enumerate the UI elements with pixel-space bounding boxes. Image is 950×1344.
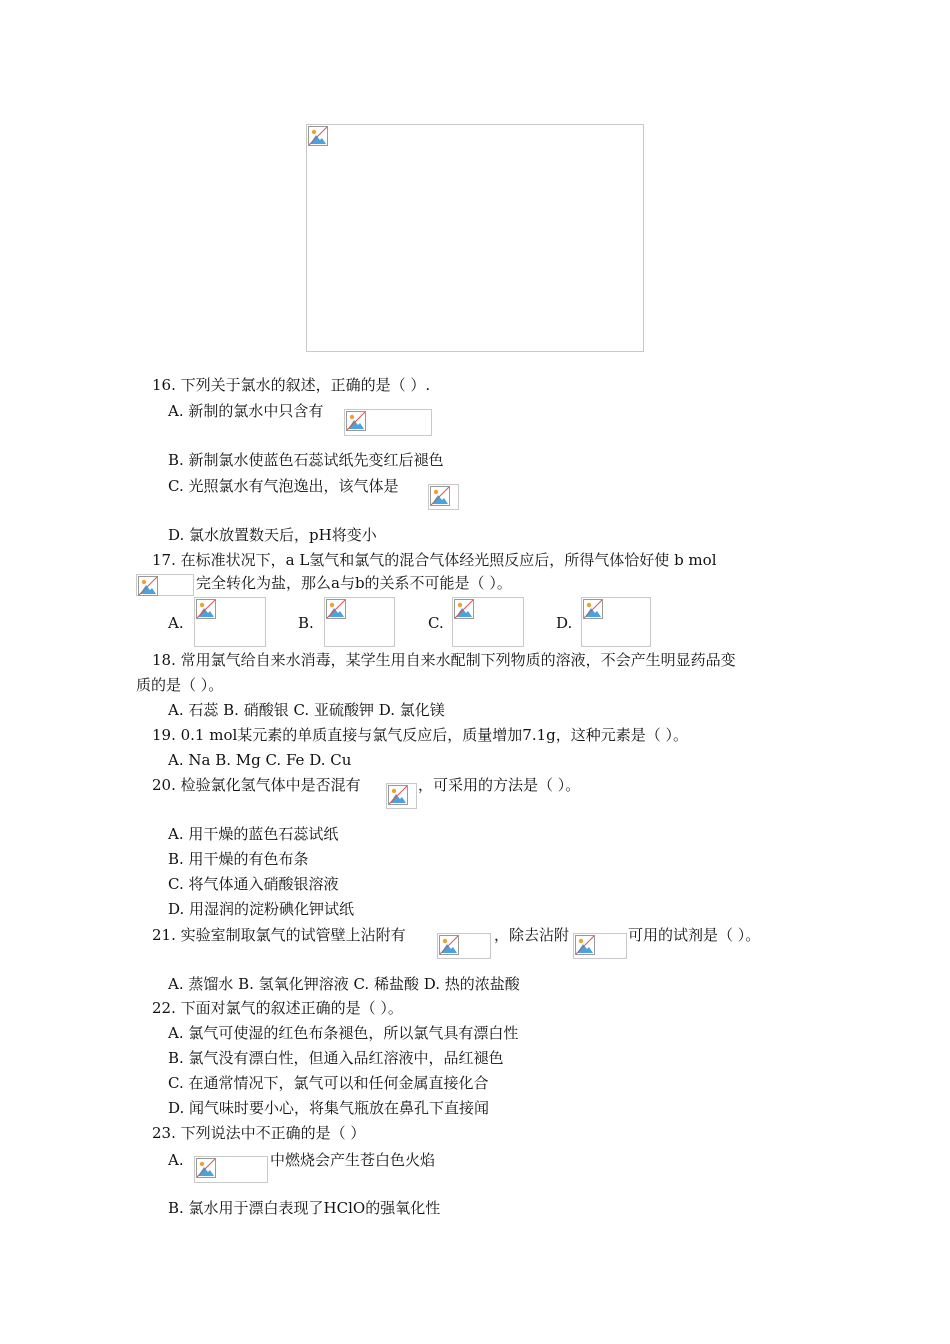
question-17-option-d-label: D.	[556, 614, 573, 632]
broken-image-icon	[326, 599, 346, 619]
question-20-option-d: D. 用湿润的淀粉碘化钾试纸	[168, 900, 355, 918]
question-20-stem-part2: ，可采用的方法是（ ）。	[418, 776, 581, 794]
option-c-image	[452, 597, 524, 647]
question-16-stem: 16. 下列关于氯水的叙述，正确的是（ ）.	[152, 376, 431, 394]
broken-image-icon	[308, 126, 328, 146]
broken-image-icon	[138, 576, 158, 596]
question-16-option-d: D. 氯水放置数天后，pH将变小	[168, 526, 377, 544]
option-d-image	[581, 597, 651, 647]
question-22-option-a: A. 氯气可使湿的红色布条褪色，所以氯气具有漂白性	[168, 1024, 519, 1042]
question-18-stem-line2: 质的是（ ）。	[136, 676, 224, 694]
question-21-stem-part1: 21. 实验室制取氯气的试管壁上沾附有	[152, 926, 406, 944]
question-17-stem-line1: 17. 在标准状况下，a L氢气和氯气的混合气体经光照反应后，所得气体恰好使 b mol	[152, 551, 717, 569]
question-21-stem-part3: 可用的试剂是（ ）。	[628, 926, 761, 944]
question-23-option-a-text: 中燃烧会产生苍白色火焰	[270, 1151, 436, 1169]
question-18-options: A. 石蕊 B. 硝酸银 C. 亚硫酸钾 D. 氯化镁	[168, 701, 445, 719]
broken-image-icon	[346, 411, 366, 431]
question-18-stem-line1: 18. 常用氯气给自来水消毒，某学生用自来水配制下列物质的溶液，不会产生明显药品变	[152, 651, 736, 669]
formula-image	[386, 783, 417, 809]
question-22-option-b: B. 氯气没有漂白性，但通入品红溶液中，品红褪色	[168, 1049, 504, 1067]
option-a-image	[194, 597, 266, 647]
figure-image	[306, 124, 644, 352]
formula-image	[344, 409, 432, 436]
question-22-option-d: D. 闻气味时要小心，将集气瓶放在鼻孔下直接闻	[168, 1099, 490, 1117]
broken-image-icon	[575, 935, 595, 955]
formula-image	[136, 574, 194, 596]
broken-image-icon	[583, 599, 603, 619]
question-17-option-c-label: C.	[428, 614, 444, 632]
question-17-option-a-label: A.	[168, 614, 184, 632]
broken-image-icon	[388, 785, 408, 805]
option-b-image	[324, 597, 395, 647]
question-16-option-b: B. 新制氯水使蓝色石蕊试纸先变红后褪色	[168, 451, 444, 469]
question-20-option-a: A. 用干燥的蓝色石蕊试纸	[168, 825, 339, 843]
question-16-option-a: A. 新制的氯水中只含有	[168, 402, 324, 420]
broken-image-icon	[439, 935, 459, 955]
question-23-stem: 23. 下列说法中不正确的是（ ）	[152, 1124, 366, 1142]
formula-image	[428, 484, 459, 510]
question-20-option-b: B. 用干燥的有色布条	[168, 850, 309, 868]
question-22-option-c: C. 在通常情况下，氯气可以和任何金属直接化合	[168, 1074, 489, 1092]
question-19-stem: 19. 0.1 mol某元素的单质直接与氯气反应后，质量增加7.1g，这种元素是（ ）。	[152, 726, 689, 744]
broken-image-icon	[196, 599, 216, 619]
broken-image-icon	[196, 1158, 216, 1178]
question-23-option-b: B. 氯水用于漂白表现了HClO的强氧化性	[168, 1199, 441, 1217]
question-21-stem-part2: ，除去沾附	[494, 926, 570, 944]
question-20-stem-part1: 20. 检验氯化氢气体中是否混有	[152, 776, 361, 794]
broken-image-icon	[454, 599, 474, 619]
question-17-option-b-label: B.	[298, 614, 314, 632]
question-21-options: A. 蒸馏水 B. 氢氧化钾溶液 C. 稀盐酸 D. 热的浓盐酸	[168, 975, 520, 993]
formula-image	[437, 933, 491, 959]
question-20-option-c: C. 将气体通入硝酸银溶液	[168, 875, 339, 893]
formula-image	[194, 1156, 268, 1183]
formula-image	[573, 933, 627, 959]
question-23-option-a-label: A.	[168, 1151, 184, 1169]
question-17-stem-line2: 完全转化为盐，那么a与b的关系不可能是（ ）。	[196, 574, 512, 592]
question-16-option-c: C. 光照氯水有气泡逸出，该气体是	[168, 477, 399, 495]
question-22-stem: 22. 下面对氯气的叙述正确的是（ ）。	[152, 999, 403, 1017]
question-19-options: A. Na B. Mg C. Fe D. Cu	[168, 751, 352, 769]
broken-image-icon	[430, 486, 450, 506]
